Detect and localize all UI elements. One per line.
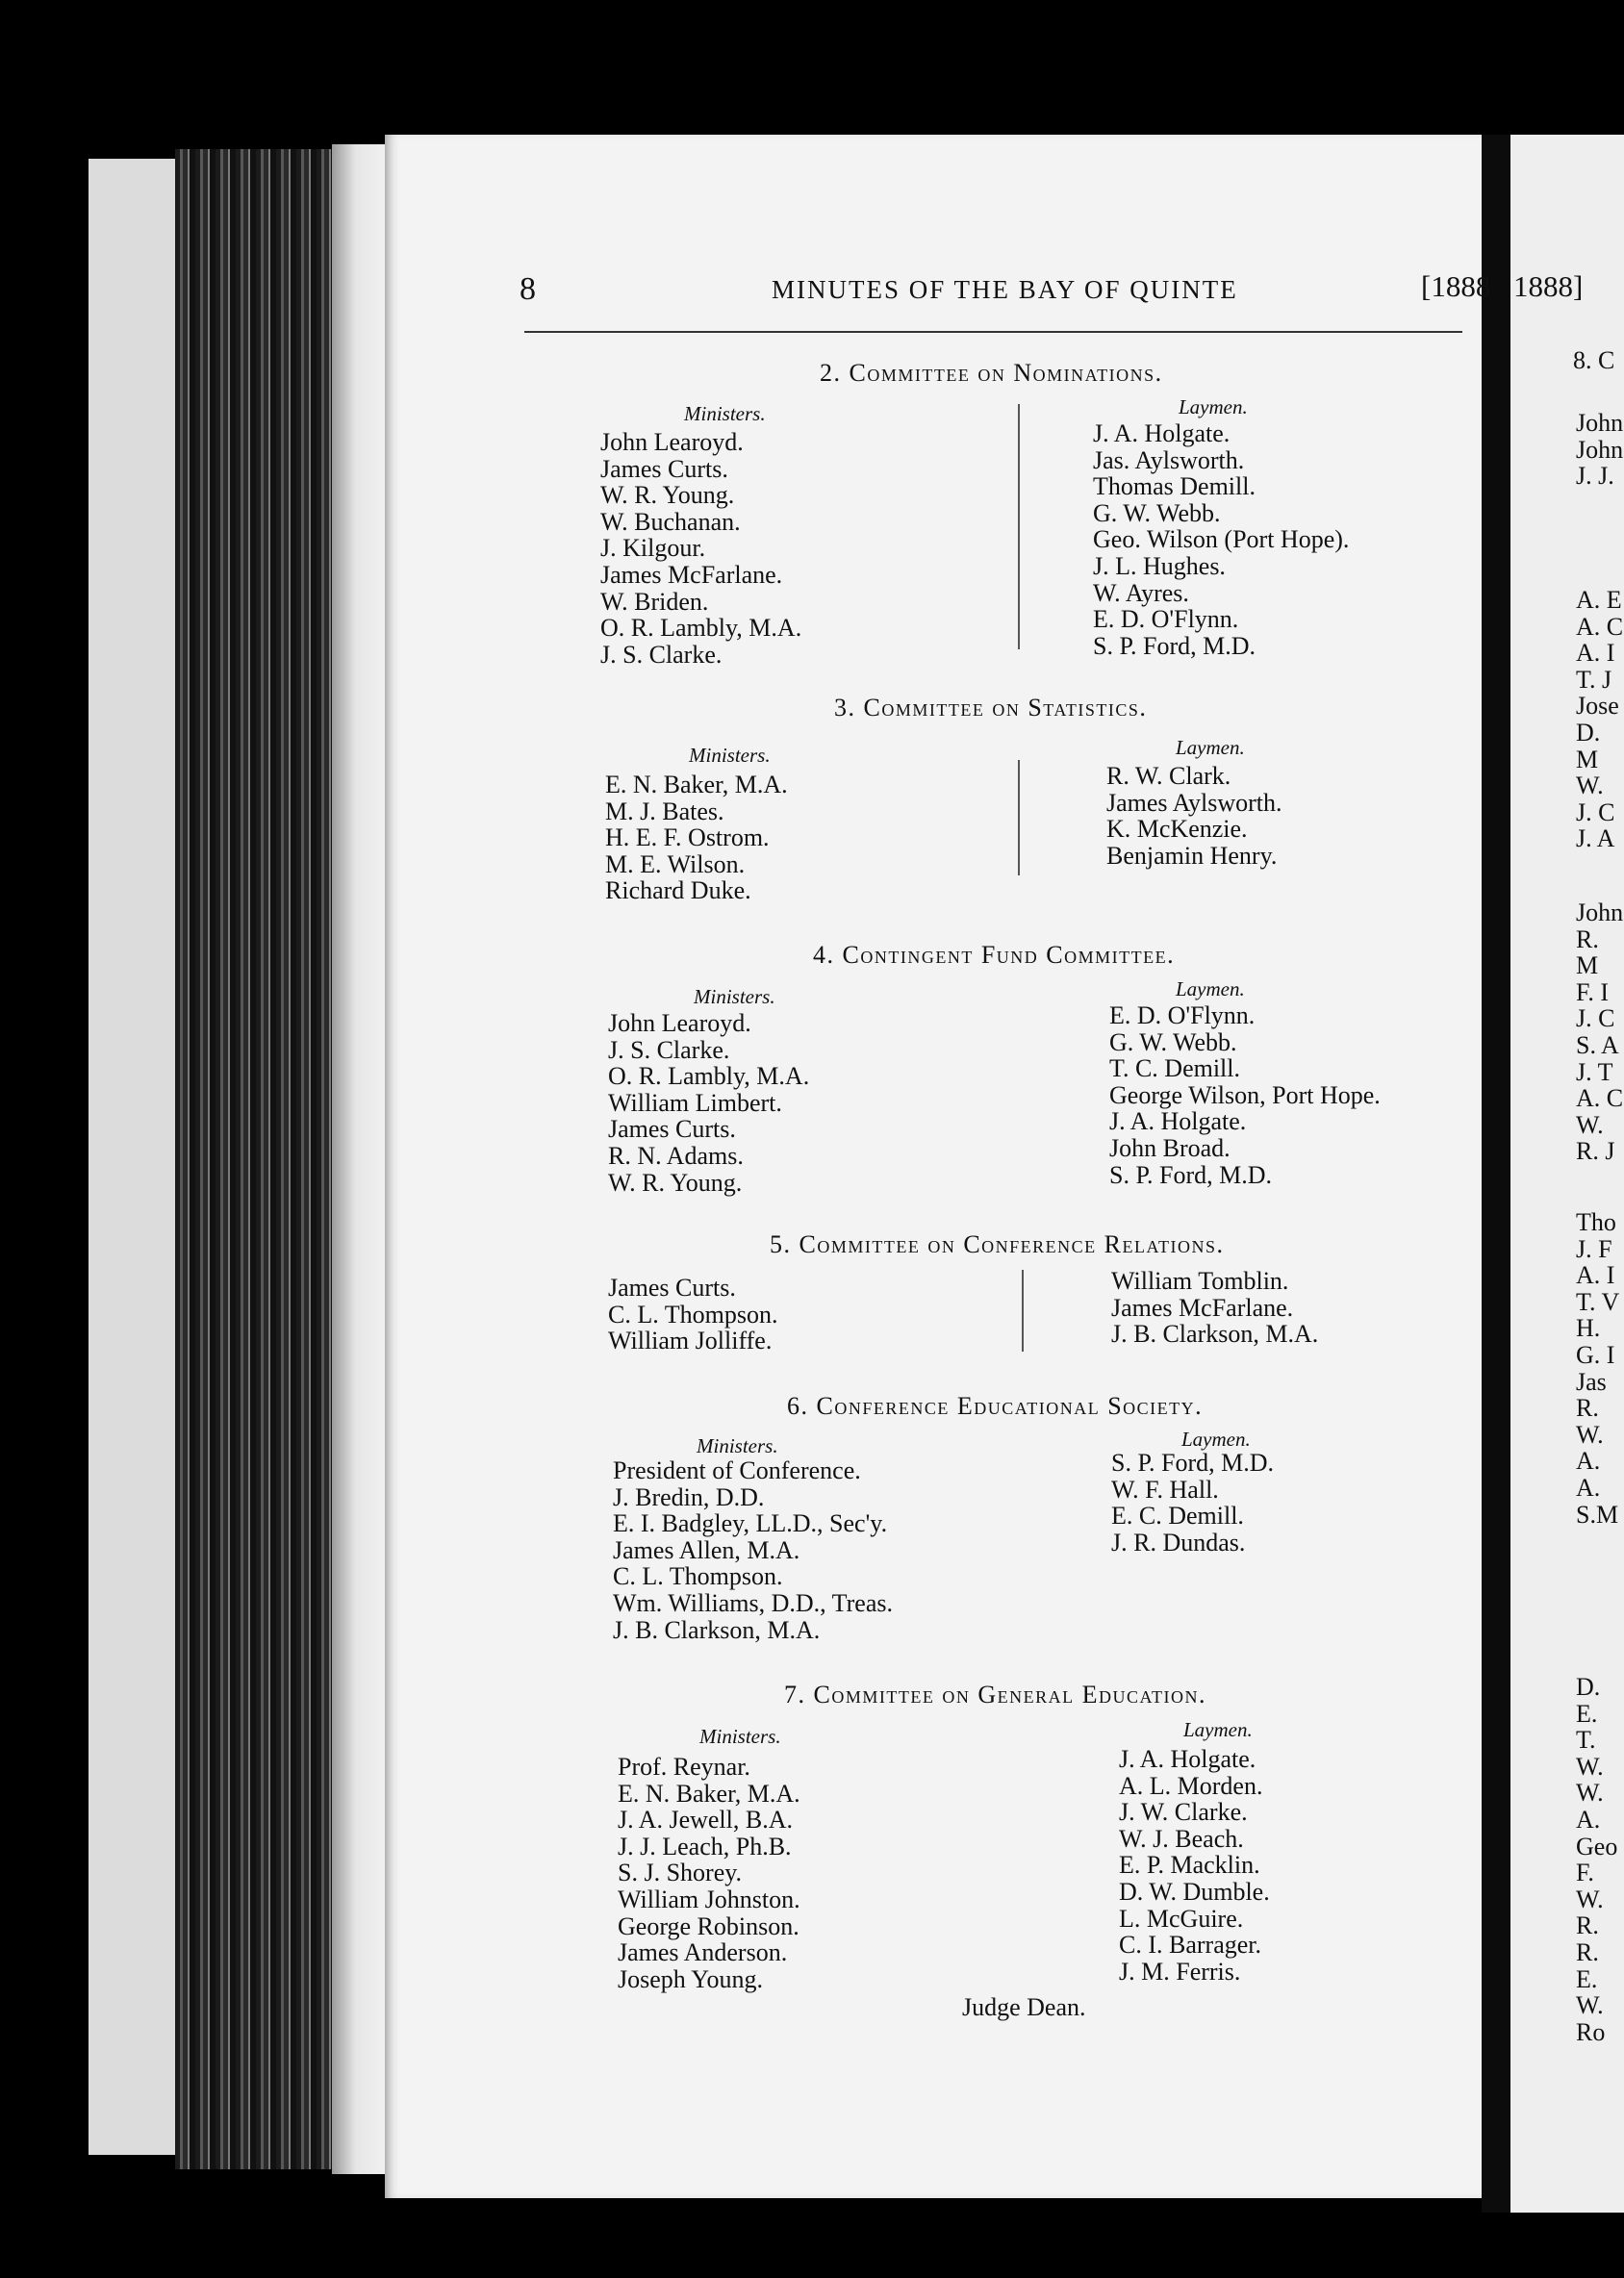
list-item: Geo [1576,1832,1618,1860]
facing-section-start: 8. C [1573,346,1615,374]
list-item: S. P. Ford, M.D. [1109,1160,1273,1189]
section-heading: Committee on Conference Relations. [799,1230,1225,1258]
list-item: William Johnston. [618,1885,800,1913]
list-item: S. J. Shorey. [618,1859,743,1887]
list-item: F. I [1576,977,1610,1006]
laymen-list-statistics [1106,763,1282,869]
list-item: E. C. Demill. [1111,1502,1244,1531]
list-item: J. T [1576,1057,1613,1086]
section-number: 7. [784,1681,806,1708]
list-item: W. Buchanan. [600,507,741,536]
facing-page-year: 1888] [1513,269,1584,303]
list-item: J. L. Hughes. [1093,551,1226,580]
ministers-list-educational-society [613,1457,893,1643]
list-item: J. J. [1576,462,1614,491]
header-year: [1888 [1421,269,1491,303]
list-item: A. C [1576,1084,1624,1113]
list-item: J. A. Jewell, B.A. [618,1806,793,1835]
column-divider [1018,404,1020,649]
list-item: A. I [1576,1261,1615,1290]
list-item: President of Conference. [613,1456,861,1484]
list-item: T. [1576,1726,1596,1755]
list-item: C. L. Thompson. [608,1300,778,1329]
section-title-nominations [820,359,1163,388]
header-title: MINUTES OF THE BAY OF QUINTE [772,275,1238,304]
section-heading: Committee on Statistics. [863,694,1148,721]
ministers-label: Ministers. [697,1434,778,1457]
list-item: A. E [1576,586,1622,614]
list-item: J. B. Clarkson, M.A. [1111,1320,1319,1349]
list-item: William Tomblin. [1111,1267,1289,1295]
ministers-list-conference-relations [608,1275,777,1354]
section-title-general-education [784,1681,1206,1709]
ministers-list-contingent-fund [608,1010,809,1196]
centered-footer-name: Judge Dean. [962,1993,1086,2021]
book-edge-strip [89,159,175,2155]
list-item: E. [1576,1699,1598,1728]
list-item: John [1576,435,1624,464]
list-item: J. W. Clarke. [1119,1798,1248,1827]
list-item: James Curts. [608,1115,736,1144]
section-number: 6. [787,1392,809,1420]
list-item: J. R. Dundas. [1111,1528,1246,1557]
facing-fragments-b [1576,587,1624,852]
list-item: W. [1576,1885,1604,1913]
list-item: W. [1576,1110,1604,1139]
section-title-statistics [834,694,1147,722]
list-item: S.M [1576,1500,1619,1529]
ministers-label: Ministers. [689,744,771,767]
list-item: E. P. Macklin. [1119,1851,1260,1880]
list-item: G. W. Webb. [1109,1027,1237,1056]
list-item: E. D. O'Flynn. [1093,605,1239,634]
list-item: M. J. Bates. [605,797,724,825]
laymen-label: Laymen. [1181,1428,1251,1451]
list-item: E. D. O'Flynn. [1109,1001,1256,1029]
ministers-list-statistics [605,772,788,904]
list-item: James Curts. [608,1274,736,1302]
list-item: W. R. Young. [600,481,735,510]
list-item: H. E. F. Ostrom. [605,823,770,852]
list-item: W. [1576,1752,1604,1781]
list-item: R. [1576,1911,1599,1940]
list-item: H. [1576,1314,1601,1343]
list-item: E. [1576,1964,1598,1993]
laymen-list-nominations [1093,420,1349,659]
list-item: G. W. Webb. [1093,498,1221,527]
list-item: James Anderson. [618,1938,788,1967]
list-item: S. P. Ford, M.D. [1093,631,1256,660]
laymen-label: Laymen. [1176,977,1245,1000]
list-item: J. C [1576,1004,1615,1033]
list-item: E. N. Baker, M.A. [618,1779,800,1808]
list-item: John [1576,899,1624,926]
list-item: Geo. Wilson (Port Hope). [1093,525,1350,554]
laymen-label: Laymen. [1183,1718,1253,1741]
list-item: R. [1576,1394,1599,1423]
facing-fragments-e [1576,1674,1617,2045]
list-item: John Learoyd. [608,1009,751,1037]
list-item: James Allen, M.A. [613,1535,800,1564]
column-divider [1018,760,1020,875]
list-item: W. [1576,1779,1604,1808]
list-item: C. L. Thompson. [613,1562,783,1591]
page-stack-highlight [332,144,385,2174]
list-item: O. R. Lambly, M.A. [608,1062,810,1091]
ministers-label: Ministers. [684,402,766,425]
list-item: A. C [1576,612,1624,641]
list-item: Joseph Young. [618,1964,763,1993]
list-item: Thomas Demill. [1093,472,1256,501]
list-item: R. N. Adams. [608,1141,744,1170]
section-number: 3. [834,694,856,721]
list-item: D. [1576,1673,1601,1701]
list-item: W. Briden. [600,587,709,616]
list-item: S. P. Ford, M.D. [1111,1449,1275,1477]
facing-fragments-a [1576,410,1623,490]
list-item: James Aylsworth. [1106,788,1282,817]
ministers-label: Ministers. [694,985,775,1008]
list-item: E. N. Baker, M.A. [605,771,788,798]
list-item: L. McGuire. [1119,1904,1244,1933]
list-item: J. J. Leach, Ph.B. [618,1832,792,1860]
list-item: Ro [1576,2017,1606,2046]
list-item: G. I [1576,1340,1615,1369]
list-item: W. F. Hall. [1111,1475,1219,1504]
list-item: A. L. Morden. [1119,1771,1263,1800]
list-item: R. J [1576,1137,1615,1166]
list-item: W. [1576,772,1604,800]
section-number: 4. [813,941,835,969]
list-item: William Limbert. [608,1088,782,1117]
list-item: John Broad. [1109,1133,1231,1162]
list-item: James Curts. [600,454,728,483]
laymen-list-contingent-fund [1109,1002,1381,1188]
laymen-list-general-education [1119,1746,1270,1985]
ministers-list-general-education [618,1754,800,1992]
laymen-list-conference-relations [1111,1268,1318,1348]
ministers-list-nominations [600,429,801,668]
section-heading: Conference Educational Society. [816,1392,1204,1420]
column-divider [1022,1270,1024,1352]
list-item: A. I [1576,639,1615,668]
list-item: William Jolliffe. [608,1327,773,1355]
laymen-label: Laymen. [1176,736,1245,759]
list-item: Richard Duke. [605,876,751,905]
laymen-label: Laymen. [1179,395,1248,418]
list-item: F. [1576,1859,1594,1887]
list-item: E. I. Badgley, LL.D., Sec'y. [613,1509,888,1538]
header-rule [524,331,1462,333]
list-item: Jas. Aylsworth. [1093,445,1245,474]
list-item: Wm. Williams, D.D., Treas. [613,1588,893,1617]
facing-fragments-c [1576,899,1624,1165]
list-item: C. I. Barrager. [1119,1931,1262,1960]
list-item: R. W. Clark. [1106,762,1231,790]
list-item: J. A. Holgate. [1109,1107,1247,1136]
section-heading: Committee on General Education. [813,1681,1206,1708]
ministers-label: Ministers. [699,1725,781,1748]
list-item: Jose [1576,692,1619,721]
list-item: W. J. Beach. [1119,1824,1244,1853]
list-item: J. B. Clarkson, M.A. [613,1615,821,1644]
list-item: J. C [1576,797,1615,826]
list-item: T. C. Demill. [1109,1054,1241,1083]
list-item: D. W. Dumble. [1119,1877,1270,1906]
list-item: J. S. Clarke. [608,1035,730,1064]
section-title-educational-society [787,1392,1203,1421]
list-item: O. R. Lambly, M.A. [600,614,802,643]
section-title-conference-relations [770,1230,1225,1259]
list-item: John Learoyd. [600,428,744,456]
list-item: Prof. Reynar. [618,1753,750,1781]
facing-fragments-d [1576,1209,1619,1528]
list-item: R. [1576,1937,1599,1966]
list-item: J. Bredin, D.D. [613,1482,765,1511]
list-item: J. A. Holgate. [1119,1745,1256,1773]
list-item: R. M [1576,924,1599,980]
section-heading: Committee on Nominations. [849,359,1163,387]
list-item: K. McKenzie. [1106,815,1248,844]
list-item: A. [1576,1805,1601,1834]
list-item: J. F [1576,1234,1612,1263]
list-item: J. S. Clarke. [600,640,723,669]
section-title-contingent-fund [813,941,1175,970]
list-item: Jas [1576,1367,1607,1396]
book-gutter [1482,135,1510,2213]
list-item: George Robinson. [618,1911,799,1940]
list-item: A. [1576,1447,1601,1476]
list-item: George Wilson, Port Hope. [1109,1080,1381,1109]
list-item: James McFarlane. [1111,1293,1294,1322]
list-item: A. [1576,1473,1601,1502]
list-item: Benjamin Henry. [1106,841,1278,870]
section-number: 5. [770,1230,792,1258]
list-item: W. Ayres. [1093,578,1189,607]
list-item: J. M. Ferris. [1119,1957,1241,1986]
list-item: J. A [1576,824,1615,853]
list-item: M. E. Wilson. [605,849,746,878]
list-item: S. A [1576,1030,1619,1059]
list-item: W. [1576,1991,1604,2020]
list-item: James McFarlane. [600,560,783,589]
list-item: T. V [1576,1287,1620,1316]
list-item: W. R. Young. [608,1168,743,1197]
section-heading: Contingent Fund Committee. [842,941,1176,969]
list-item: W. [1576,1420,1604,1449]
list-item: J. Kilgour. [600,534,706,563]
list-item: D. M [1576,718,1601,773]
list-item: T. J [1576,665,1612,694]
list-item: Tho [1576,1208,1616,1236]
section-number: 2. [820,359,842,387]
running-header [520,271,1568,319]
list-item: John [1576,409,1624,437]
laymen-list-educational-society [1111,1450,1274,1556]
page-number: 8 [520,271,538,307]
list-item: J. A. Holgate. [1093,419,1231,447]
